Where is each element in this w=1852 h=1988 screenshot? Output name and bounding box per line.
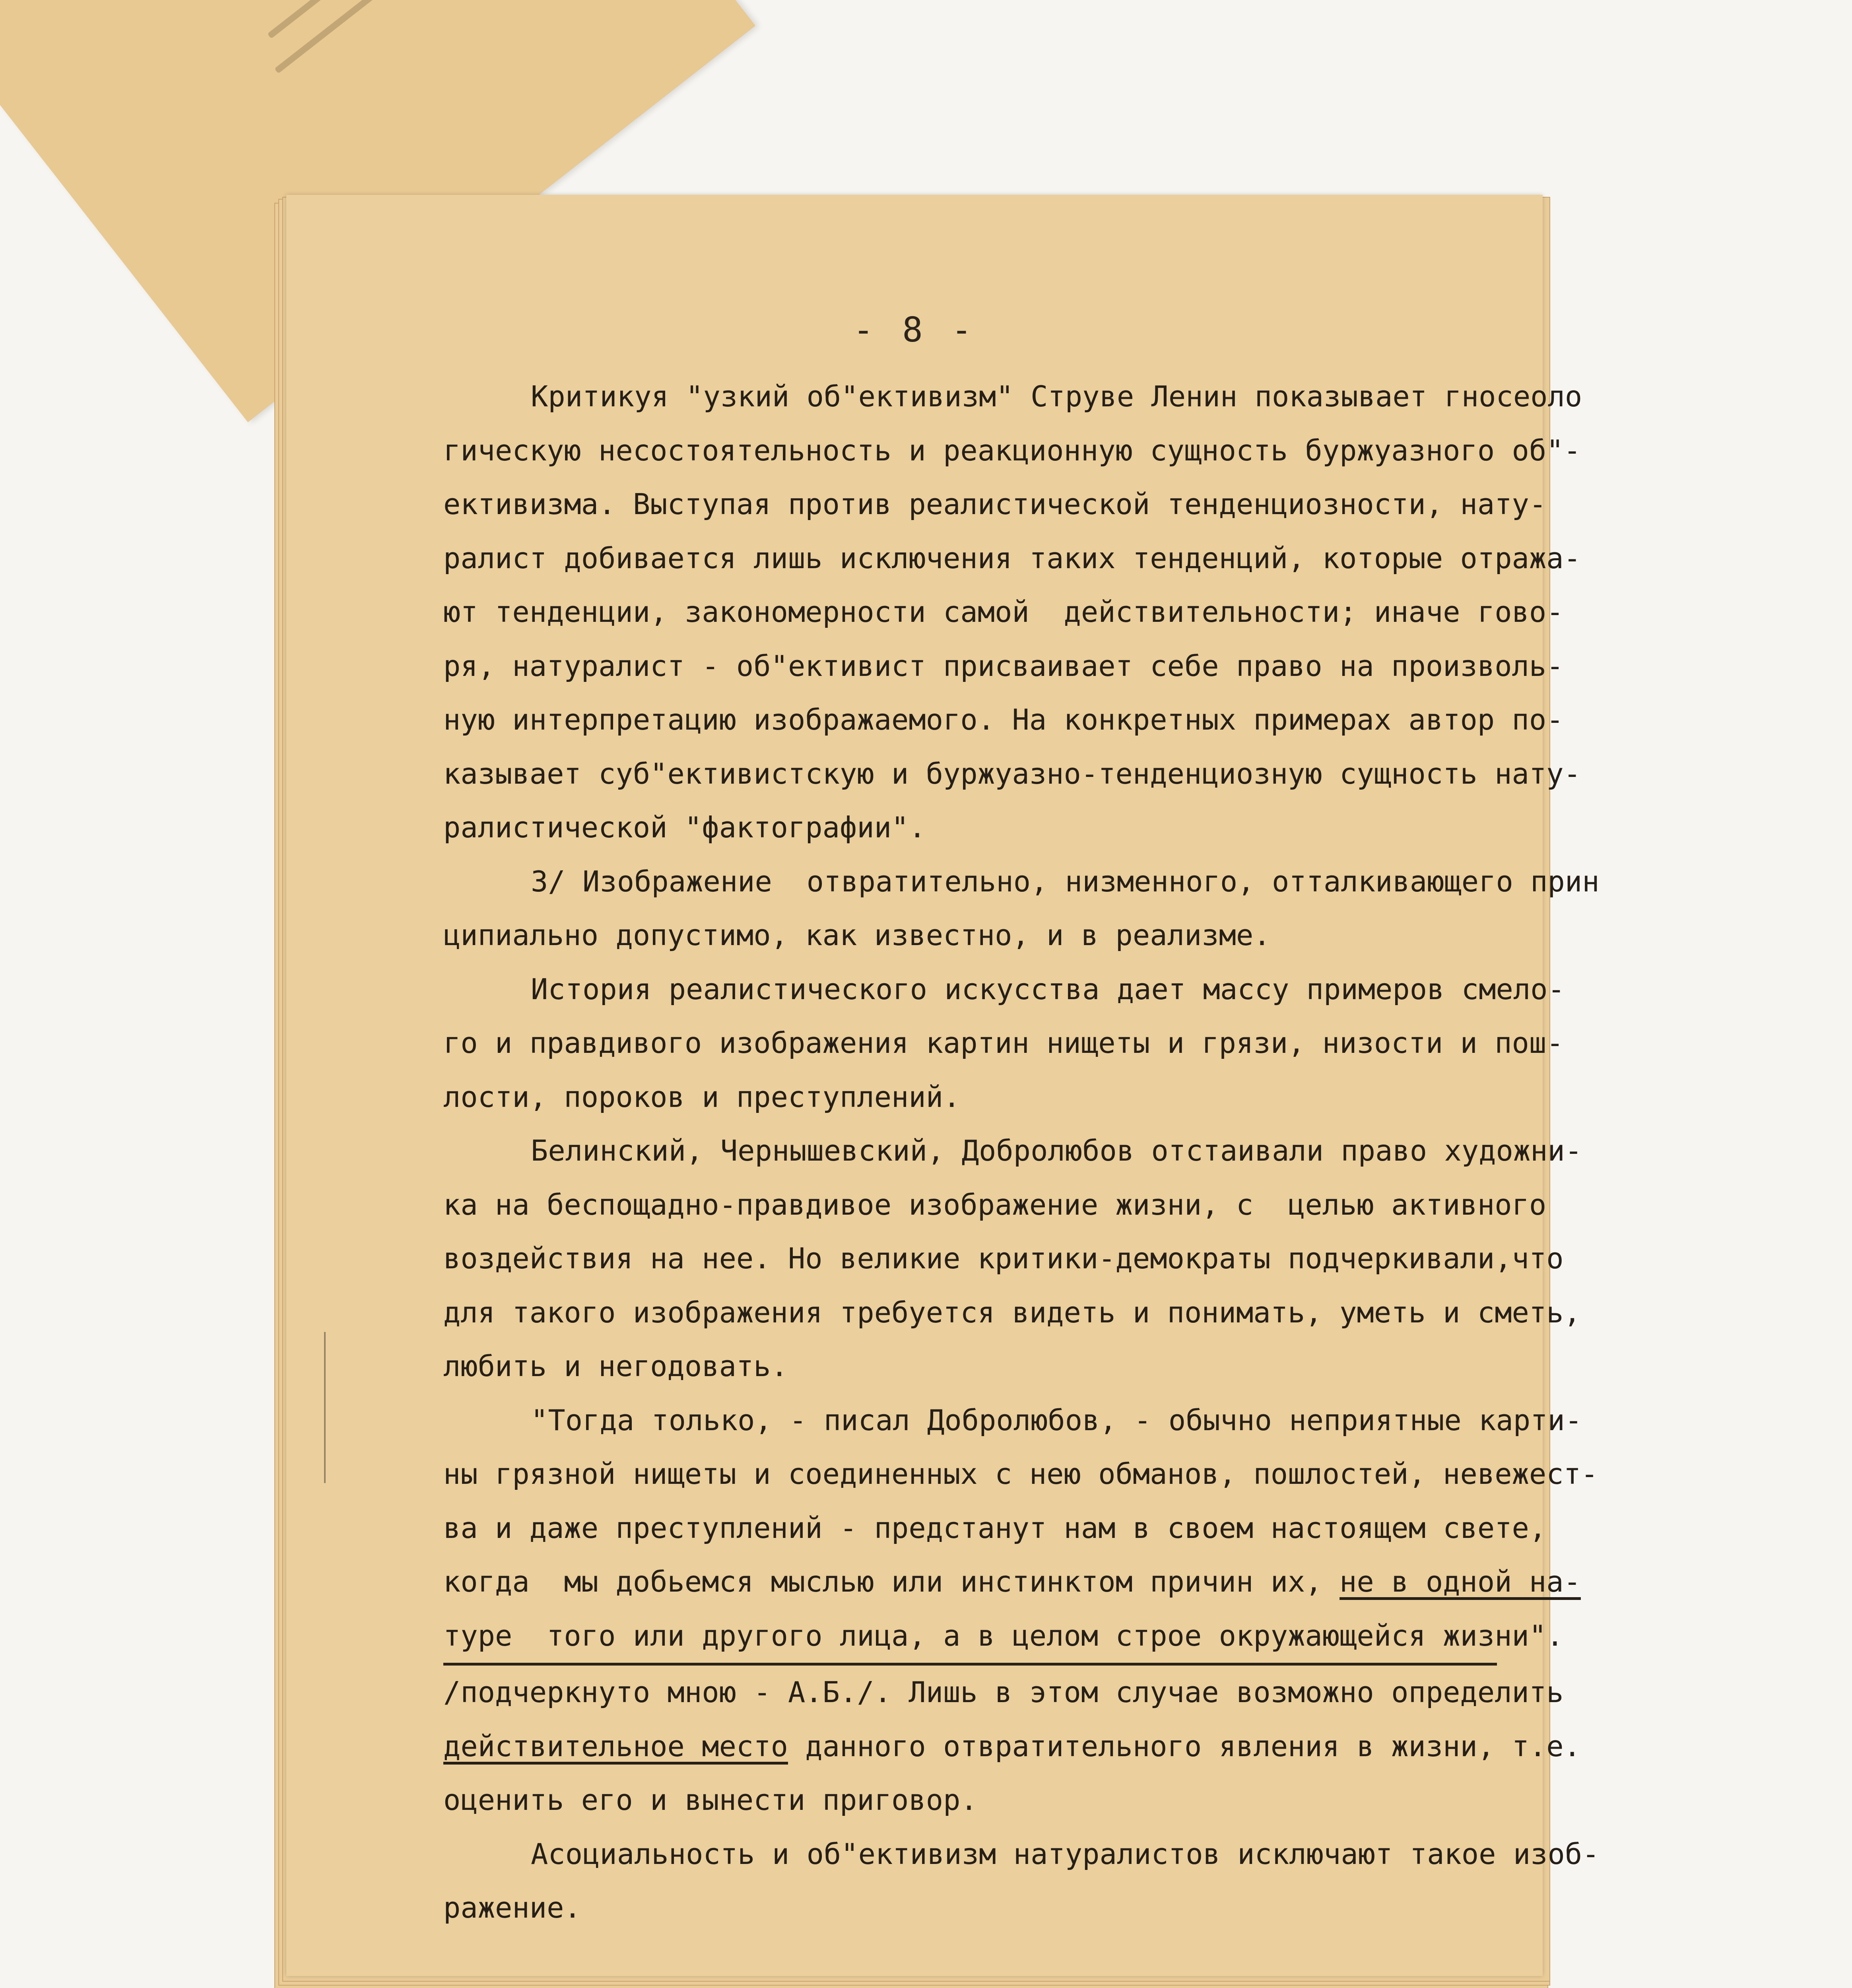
paragraph	[443, 855, 1600, 963]
text-segment: когда мы добьемся мыслью или инстинктом причин их,	[443, 1565, 1340, 1598]
text-segment: данного отвратительного явления в жизни, т.е.	[788, 1729, 1581, 1763]
text-line: Асоциальность и об"ективизм натуралистов исключают такое изоб-	[531, 1837, 1600, 1871]
text-line: го и правдивого изображения картин нищеты и грязи, низости и пош-	[443, 1026, 1564, 1060]
underlined-text: не в одной на-	[1339, 1565, 1581, 1598]
text-line: воздействия на нее. Но великие критики-демократы подчеркивали,что	[443, 1242, 1564, 1275]
text-line: лости, пороков и преступлений.	[443, 1080, 961, 1114]
text-line	[443, 1555, 1581, 1609]
paragraph	[443, 1827, 1600, 1935]
text-line: оценить его и вынести приговор.	[443, 1783, 978, 1817]
text-line: гическую несостоятельность и реакционную сущность буржуазного об"-	[443, 433, 1581, 467]
text-line: ралист добивается лишь исключения таких тенденций, которые отража-	[443, 541, 1581, 575]
text-line: ря, натуралист - об"ективист присваивает себе право на произволь-	[443, 649, 1564, 683]
text-line: ны грязной нищеты и соединенных с нею обманов, пошлостей, невежест-	[443, 1457, 1598, 1491]
text-line: ную интерпретацию изображаемого. На конкретных примерах автор по-	[443, 703, 1564, 736]
text-line: Критикуя "узкий об"ективизм" Струве Ленин показывает гносеоло	[531, 380, 1582, 413]
paragraph	[443, 1124, 1582, 1394]
document-page	[286, 195, 1600, 1976]
text-line: ва и даже преступлений - предстанут нам в своем настоящем свете,	[443, 1511, 1547, 1545]
text-line: ка на беспощадно-правдивое изображение жизни, с целью активного	[443, 1188, 1547, 1221]
quote-paragraph	[443, 1394, 1598, 1666]
text-line: История реалистического искусства дает массу примеров смело-	[531, 972, 1565, 1006]
underlined-line: туре того или другого лица, а в целом строе окружающейся жизни".	[443, 1609, 1497, 1666]
text-line	[443, 1720, 1581, 1774]
text-line: казывает суб"ективистскую и буржуазно-тенденциозную сущность нату-	[443, 757, 1581, 790]
text-line: ражение.	[443, 1891, 581, 1924]
text-line: для такого изображения требуется видеть и понимать, уметь и сметь,	[443, 1295, 1581, 1329]
page-number: - 8 -	[853, 310, 976, 350]
paragraph	[443, 963, 1565, 1124]
body-text	[443, 370, 1600, 1935]
text-line: ципиально допустимо, как известно, и в реализме.	[443, 918, 1271, 952]
text-line: Белинский, Чернышевский, Добролюбов отстаивали право художни-	[531, 1134, 1582, 1167]
text-line: ективизма. Выступая против реалистической тенденциозности, нату-	[443, 487, 1547, 521]
paragraph	[443, 370, 1582, 855]
text-line: любить и негодовать.	[443, 1349, 788, 1383]
text-line: 3/ Изображение отвратительно, низменного, отталкивающего прин	[531, 864, 1600, 898]
text-line: "Тогда только, - писал Добролюбов, - обычно неприятные карти-	[531, 1403, 1582, 1437]
text-line: /подчеркнуто мною - А.Б./. Лишь в этом случае возможно определить	[443, 1675, 1564, 1709]
underlined-text: действительное место	[443, 1729, 788, 1763]
text-line: ралистической "фактографии".	[443, 811, 926, 844]
paragraph	[443, 1666, 1581, 1827]
text-line: ют тенденции, закономерности самой действительности; иначе гово-	[443, 595, 1564, 629]
pencil-mark	[324, 1332, 326, 1483]
